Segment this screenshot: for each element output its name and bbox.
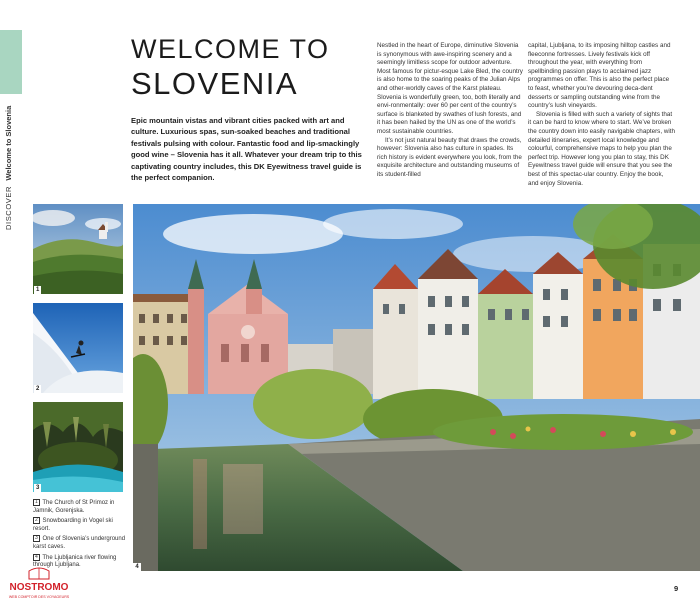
svg-text:NOSTROMO: NOSTROMO [9, 582, 69, 593]
body-column-1 [377, 42, 524, 180]
photo-number: 3 [36, 485, 40, 491]
page-number: 9 [674, 584, 679, 593]
body-paragraph: It’s not just natural beauty that draws the crowds, however: Slovenia also has culture in spades. Its rich history is evident everywhere you look, from the exquisite architecture and outstanding museums of its student-filled [377, 136, 522, 178]
caption-number: 4 [35, 553, 38, 560]
page-title [131, 36, 330, 99]
caption-item [33, 499, 127, 515]
photo-number: 4 [133, 563, 141, 571]
photo-church-jamnik [33, 204, 123, 294]
caption-text: The Ljubljanica river flowing through Ljubljana. [33, 554, 117, 569]
photo-captions [33, 499, 127, 572]
photo-ljubljanica-river [133, 204, 700, 571]
photo-karst-cave [33, 402, 123, 492]
body-paragraph: Slovenia is filled with such a variety of sights that it can be hard to know where to start. We’ve broken the country down into easily navigable chapters, with detailed itineraries, expert local knowledge and colourful, comprehensive maps to help you plan the perfect trip. However long you plan to stay, this DK Eyewitness travel guide will ensure that you see the best of this spectac-ular country. Enjoy the book, and enjoy Slovenia. [528, 110, 676, 187]
caption-text: One of Slovenia’s underground karst caves. [33, 536, 126, 550]
caption-number: 3 [35, 535, 38, 542]
caption-text: The Church of St Primoz in Jamnik, Gorenjska. [33, 500, 115, 514]
caption-number: 2 [35, 517, 38, 524]
chapter-label: Welcome to Slovenia [4, 105, 13, 181]
nostromo-watermark-logo [4, 567, 74, 605]
photo-number: 2 [36, 386, 40, 392]
body-paragraph: Nestled in the heart of Europe, diminutive Slovenia is synonymous with awe-inspiring scenery and a seemingly limitless scope for outdoor adventure. Most famous for pictur-esque Lake Bled, the country is also home to the soaring peaks of the Julian Alps and other-worldly caves of the Karst plateau. Slovenia is wonderfully green, too, both literally and envi-ronmentally: over 60 per cent of the country’s surface is blanketed by swathes of lush forests, and it has been hailed by the UN as one of the world’s most sustainable countries. [377, 42, 523, 135]
caption-number: 1 [35, 499, 38, 505]
photo-snowboarding [33, 303, 123, 393]
section-label: DISCOVER [4, 186, 13, 230]
caption-text: Snowboarding in Vogel ski resort. [33, 518, 113, 532]
body-paragraph: capital, Ljubljana, to its imposing hilltop castles and fleeconne fortresses. Lively festivals kick off throughout the year, with everything from spellbinding passion plays to acclaimed jazz programmes on offer. This is also the perfect place to feast, whether you’re devouring deca-dent desserts or sampling outstanding wine from the country’s lush vineyards. [528, 42, 671, 110]
title-line-2: SLOVENIA [131, 66, 299, 101]
photo-number: 1 [36, 287, 40, 293]
svg-text:WEB COMPTOIR DES VOYAGEURS: WEB COMPTOIR DES VOYAGEURS [8, 595, 70, 599]
body-column-2 [528, 42, 675, 188]
intro-paragraph: Epic mountain vistas and vibrant cities packed with art and culture. Luxurious spas, sun-soaked beaches and traditional festivals pulsing with colour. Fantastic food and lip-smackingly good wine – Slovenia has it all. Whatever your dream trip to this captivating country includes, this DK Eyewitness travel guide is the perfect companion. [131, 116, 362, 183]
side-chapter-label [4, 105, 18, 230]
chapter-color-tab [0, 30, 22, 94]
caption-item [33, 535, 127, 551]
title-line-1: WELCOME TO [131, 34, 330, 64]
caption-item [33, 517, 127, 533]
